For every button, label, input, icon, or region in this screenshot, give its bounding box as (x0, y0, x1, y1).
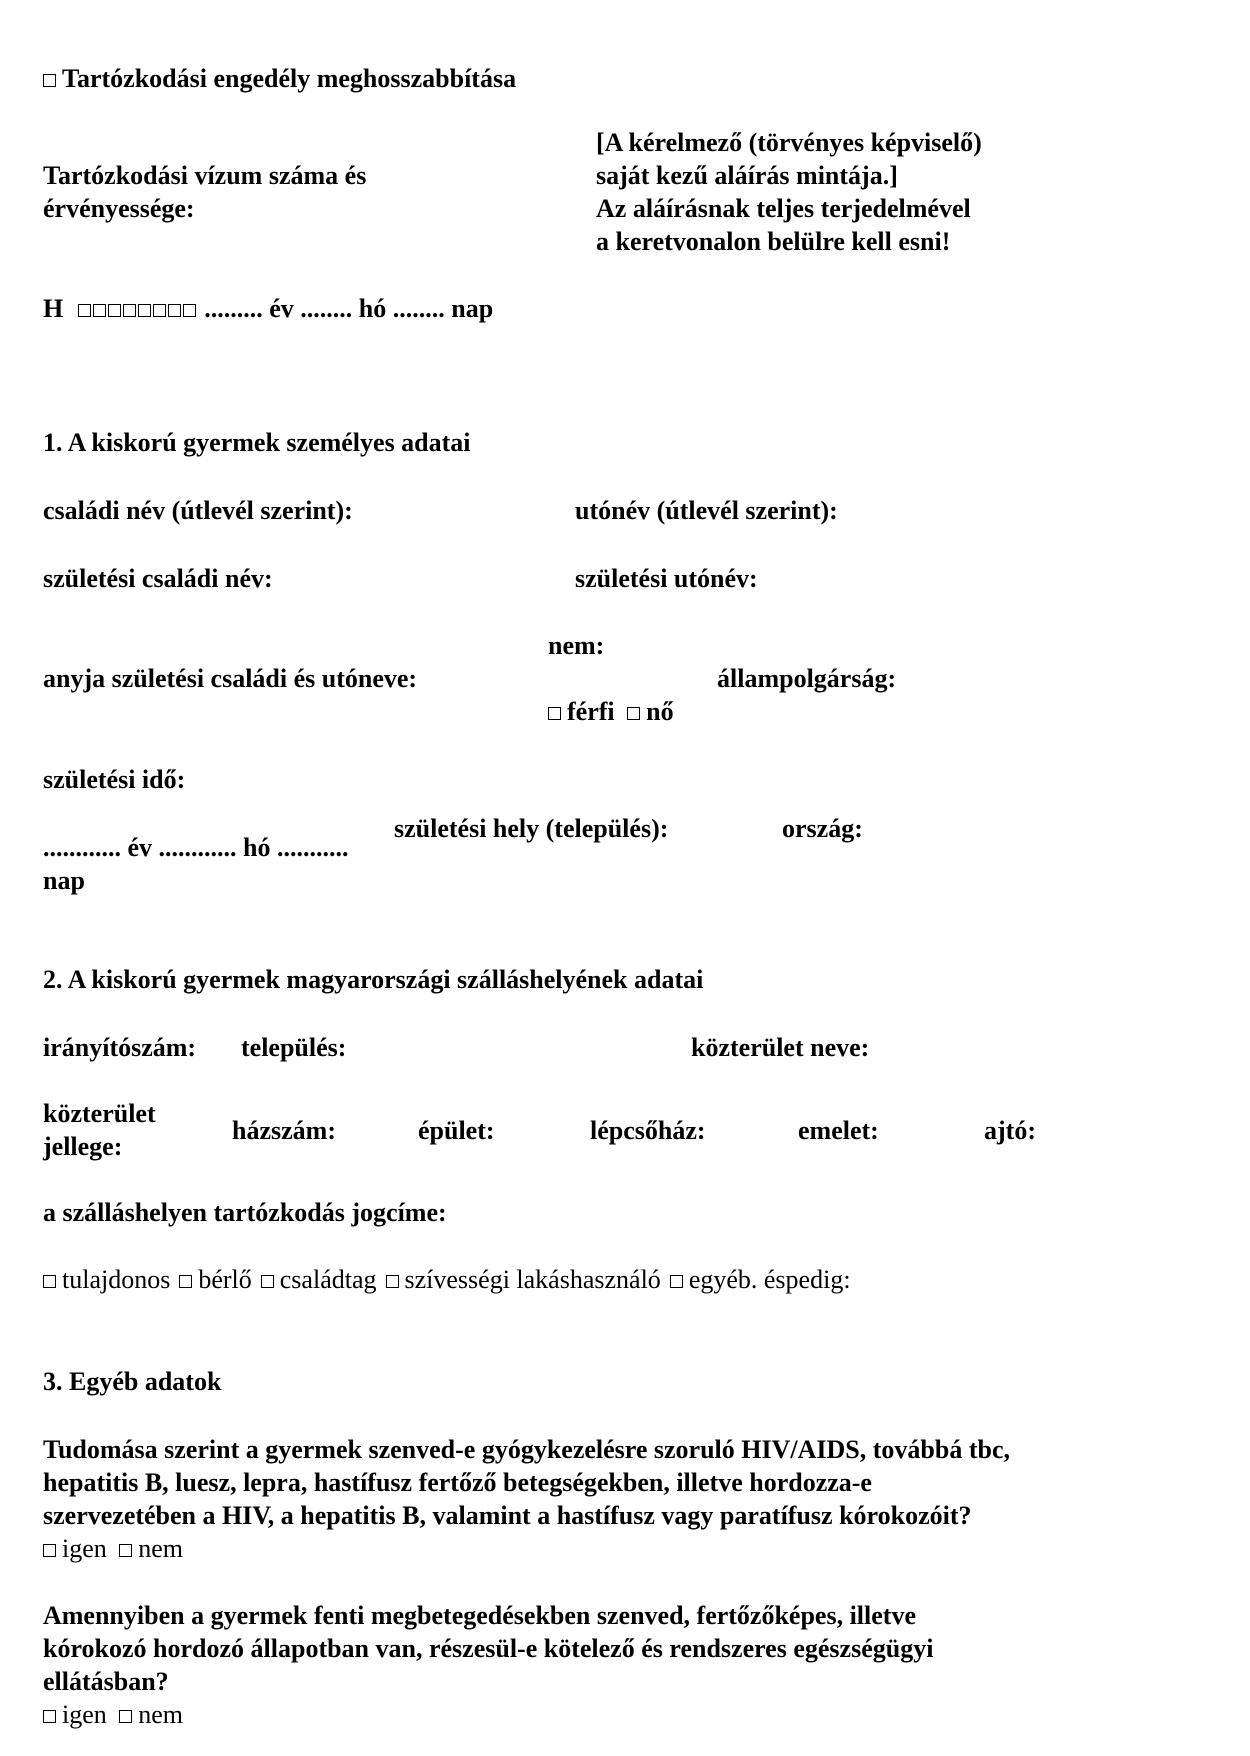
birth-date-line2: nap (43, 866, 85, 895)
q2-yes-option[interactable]: igen (43, 1700, 107, 1729)
birth-place-label: születési hely (település): (394, 814, 669, 843)
section3-title: 3. Egyéb adatok (43, 1367, 222, 1396)
signature-note-line3: Az aláírásnak teljes terjedelmével (596, 194, 971, 223)
street-name-label: közterület neve: (691, 1033, 870, 1062)
family-name-label: családi név (útlevél szerint): (43, 496, 353, 525)
q1-no-checkbox[interactable] (119, 1544, 132, 1557)
male-checkbox[interactable] (548, 707, 561, 720)
signature-note-line2: saját kezű aláírás mintája.] (596, 161, 898, 190)
question1-line2: hepatitis B, luesz, lepra, hastífusz fertőző betegségekben, illetve hordozza-e (43, 1468, 872, 1497)
street-type-line2: jellege: (43, 1132, 123, 1161)
visa-label-line1: Tartózkodási vízum száma és (43, 161, 367, 190)
signature-note-line4: a keretvonalon belülre kell esni! (596, 227, 951, 256)
street-type-line1: közterület (43, 1099, 156, 1128)
female-checkbox[interactable] (627, 707, 640, 720)
q2-yes-checkbox[interactable] (43, 1710, 56, 1723)
birth-given-name-label: születési utónév: (575, 564, 758, 593)
question1-answers (43, 1533, 183, 1564)
section2-title: 2. A kiskorú gyermek magyarországi szálláshelyének adatai (43, 965, 704, 994)
visa-number-boxes[interactable] (78, 294, 205, 323)
house-number-label: házszám: (232, 1116, 336, 1145)
q2-no-option[interactable]: nem (119, 1700, 183, 1729)
sex-label: nem: (548, 631, 605, 660)
visa-prefix: H (43, 294, 64, 323)
question2-line2: kórokozó hordozó állapotban van, részesül-e kötelező és rendszeres egészségügyi (43, 1634, 934, 1663)
visa-label-line2: érvényessége: (43, 194, 195, 223)
citizenship-label: állampolgárság: (717, 664, 897, 693)
option-owner[interactable]: tulajdonos (43, 1265, 170, 1294)
q1-yes-option[interactable]: igen (43, 1534, 107, 1563)
sex-options (548, 696, 674, 727)
settlement-label: település: (241, 1033, 347, 1062)
question1-line3: szervezetében a HIV, a hepatitis B, valamint a hastífusz vagy paratífusz kórokozóit? (43, 1501, 972, 1530)
staircase-label: lépcsőház: (590, 1116, 706, 1145)
zip-label: irányítószám: (43, 1033, 197, 1062)
floor-label: emelet: (798, 1116, 879, 1145)
question1-line1: Tudomása szerint a gyermek szenved-e gyógykezelésre szoruló HIV/AIDS, továbbá tbc, (43, 1435, 1010, 1464)
family-member-checkbox[interactable] (261, 1275, 274, 1288)
signature-note-line1: [A kérelmező (törvényes képviselő) (596, 128, 982, 157)
other-checkbox[interactable] (670, 1275, 683, 1288)
section1-title: 1. A kiskorú gyermek személyes adatai (43, 428, 471, 457)
option-tenant[interactable]: bérlő (179, 1265, 251, 1294)
extension-option[interactable] (43, 63, 516, 94)
owner-checkbox[interactable] (43, 1275, 56, 1288)
tenant-checkbox[interactable] (179, 1275, 192, 1288)
question2-line1: Amennyiben a gyermek fenti megbetegedésekben szenved, fertőzőképes, illetve (43, 1601, 916, 1630)
q2-no-checkbox[interactable] (119, 1710, 132, 1723)
question2-answers (43, 1699, 183, 1730)
q1-yes-checkbox[interactable] (43, 1544, 56, 1557)
extension-label: Tartózkodási engedély meghosszabbítása (62, 64, 517, 93)
country-label: ország: (782, 814, 863, 843)
residence-options (43, 1264, 860, 1295)
birth-family-name-label: születési családi név: (43, 564, 273, 593)
sex-female-option[interactable]: nő (627, 697, 673, 726)
visa-validity-date: ......... év ........ hó ........ nap (204, 294, 494, 323)
option-other[interactable]: egyéb. éspedig: (670, 1265, 851, 1294)
courtesy-use-checkbox[interactable] (386, 1275, 399, 1288)
door-label: ajtó: (984, 1116, 1036, 1145)
building-label: épület: (418, 1116, 495, 1145)
visa-number-row (43, 293, 493, 324)
option-family-member[interactable]: családtag (261, 1265, 377, 1294)
extension-checkbox[interactable] (43, 74, 56, 87)
option-courtesy-use[interactable]: szívességi lakáshasználó (386, 1265, 661, 1294)
question2-line3: ellátásban? (43, 1667, 169, 1696)
sex-male-option[interactable]: férfi (548, 697, 615, 726)
mother-name-label: anyja születési családi és utóneve: (43, 664, 418, 693)
residence-title-label: a szálláshelyen tartózkodás jogcíme: (43, 1198, 447, 1227)
birth-date-line1: ............ év ............ hó ........... (43, 833, 349, 862)
birth-date-label: születési idő: (43, 765, 186, 794)
given-name-label: utónév (útlevél szerint): (575, 496, 838, 525)
q1-no-option[interactable]: nem (119, 1534, 183, 1563)
